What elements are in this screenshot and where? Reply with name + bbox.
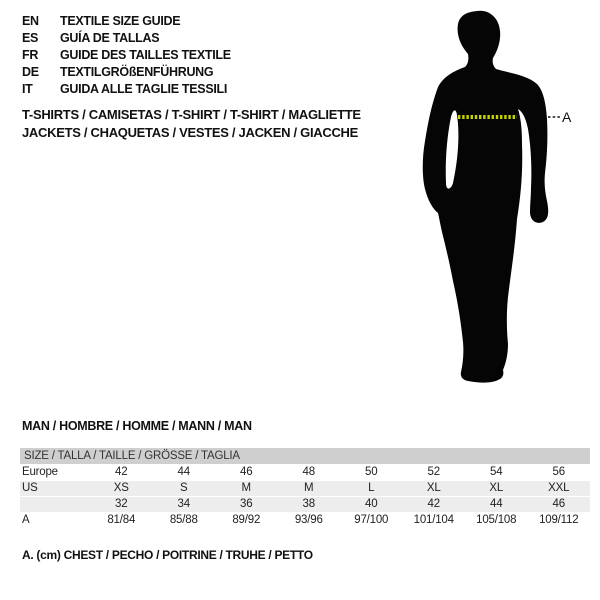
measure-label-a: A	[562, 109, 572, 125]
size-cell: 44	[177, 466, 190, 478]
legend-row-en	[22, 13, 231, 30]
size-cell: XL	[489, 482, 504, 494]
size-cell: 97/100	[354, 514, 389, 526]
legend-code: ES	[22, 31, 39, 45]
size-cell: 93/96	[294, 514, 323, 526]
category-jackets: JACKETS / CHAQUETAS / VESTES / JACKEN / GIACCHE	[22, 125, 358, 140]
size-cell: L	[368, 482, 375, 494]
size-cell: 105/108	[476, 514, 517, 526]
legend-label: GUIDA ALLE TAGLIE TESSILI	[60, 82, 228, 96]
size-cell: 54	[490, 466, 503, 478]
size-cell: XS	[113, 482, 129, 494]
size-cell: 101/104	[413, 514, 454, 526]
size-cell: 36	[240, 498, 253, 510]
row-label: Europe	[22, 466, 58, 478]
size-table	[20, 448, 590, 529]
section-title-man: MAN / HOMBRE / HOMME / MANN / MAN	[22, 419, 252, 433]
table-row-europe	[20, 465, 590, 480]
size-cell: M	[304, 482, 314, 494]
legend-code: FR	[22, 48, 39, 62]
language-legend	[22, 13, 231, 98]
legend-code: IT	[22, 82, 33, 96]
size-table-header: SIZE / TALLA / TAILLE / GRÖSSE / TAGLIA	[20, 448, 590, 464]
legend-row-de	[22, 64, 231, 81]
size-cell: 40	[365, 498, 378, 510]
size-cell: S	[180, 482, 188, 494]
legend-row-fr	[22, 47, 231, 64]
table-row-us-numbers	[20, 497, 590, 512]
legend-label: TEXTILE SIZE GUIDE	[60, 14, 181, 28]
table-row-chest-a	[20, 513, 590, 528]
size-cell: XL	[426, 482, 441, 494]
size-cell: XXL	[548, 482, 570, 494]
category-tshirts: T-SHIRTS / CAMISETAS / T-SHIRT / T-SHIRT / MAGLIETTE	[22, 107, 361, 122]
size-cell: 56	[552, 466, 565, 478]
size-cell: 85/88	[169, 514, 198, 526]
size-cell: 81/84	[107, 514, 136, 526]
measurement-footnote: A. (cm) CHEST / PECHO / POITRINE / TRUHE / PETTO	[22, 548, 313, 562]
size-cell: 34	[177, 498, 190, 510]
size-cell: 109/112	[539, 514, 579, 526]
table-row-us-letters	[20, 481, 590, 496]
size-cell: 42	[427, 498, 440, 510]
size-cell: 46	[240, 466, 253, 478]
row-label: A	[22, 514, 30, 526]
legend-code: EN	[22, 14, 39, 28]
size-cell: M	[241, 482, 251, 494]
size-cell: 46	[552, 498, 565, 510]
size-cell: 42	[115, 466, 128, 478]
legend-label: TEXTILGRÖßENFÜHRUNG	[60, 65, 214, 79]
size-cell: 32	[115, 498, 128, 510]
legend-row-it	[22, 81, 231, 98]
size-cell: 52	[427, 466, 440, 478]
size-cell: 89/92	[232, 514, 261, 526]
row-label: US	[22, 482, 38, 494]
legend-row-es	[22, 30, 231, 47]
size-cell: 48	[302, 466, 315, 478]
man-silhouette-icon	[420, 8, 570, 386]
row-label	[20, 497, 90, 512]
legend-code: DE	[22, 65, 39, 79]
legend-label: GUÍA DE TALLAS	[60, 31, 160, 45]
man-silhouette-figure	[420, 8, 600, 388]
size-cell: 50	[365, 466, 378, 478]
size-cell: 38	[302, 498, 315, 510]
legend-label: GUIDE DES TAILLES TEXTILE	[60, 48, 231, 62]
size-cell: 44	[490, 498, 503, 510]
garment-categories	[22, 106, 361, 142]
